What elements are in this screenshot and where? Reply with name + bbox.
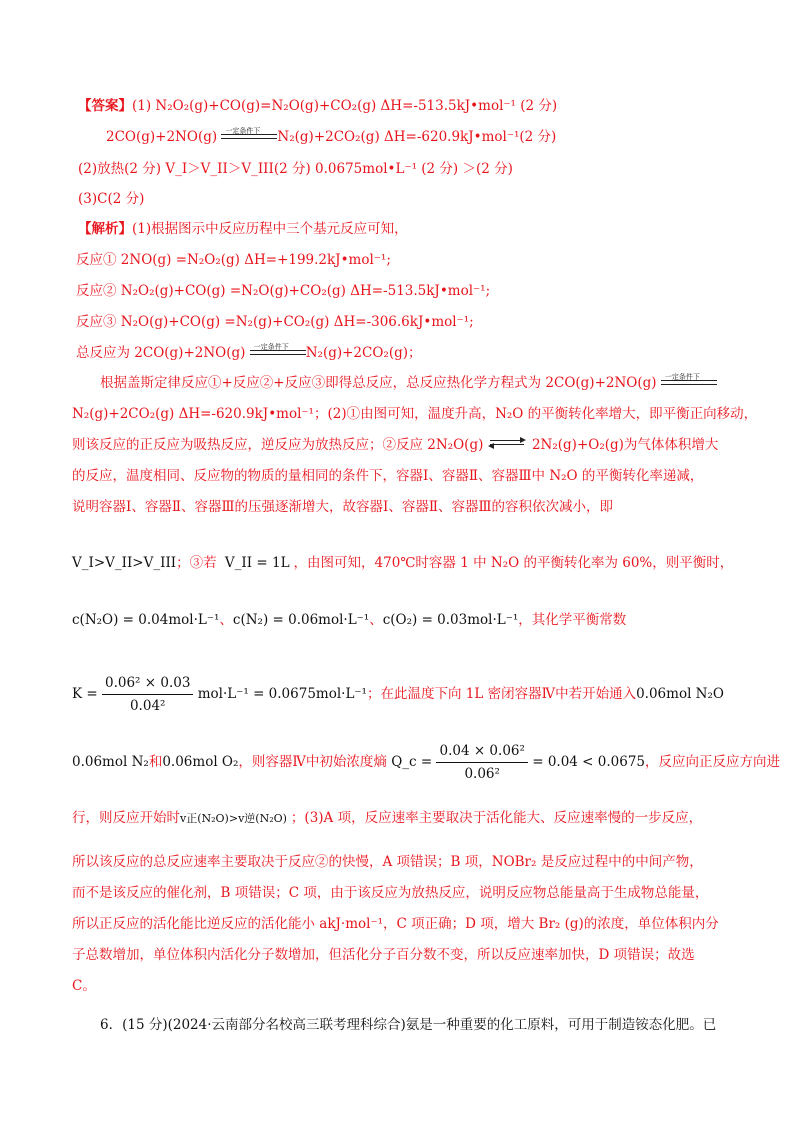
analysis-para-line-1: 根据盖斯定律反应①+反应②+反应③即得总反应，总反应热化学方程式为 2CO(g)+2NO(g) 一定条件下 [100, 373, 717, 393]
answer-eq-2-right: N₂(g)+2CO₂(g) ΔH=-620.9kJ•mol⁻¹(2 分) [277, 129, 557, 145]
reaction-2: 反应② N₂O₂(g)+CO(g) =N₂O(g)+CO₂(g) ΔH=-513.5kJ•mol⁻¹; [76, 283, 491, 299]
condition-arrow-icon: 一定条件下 [250, 345, 306, 359]
answer-tag: 【答案】 [78, 98, 132, 114]
volume-order: V_I>V_II>V_III [72, 555, 177, 571]
reaction-1: 反应① 2NO(g) =N₂O₂(g) ΔH=+199.2kJ•mol⁻¹; [76, 252, 391, 268]
quotient-line: 0.06mol N₂和0.06mol O₂，则容器Ⅳ中初始浓度熵 Q_c = $\frac{\text{0.04 × 0.06²}}{\text{0.06²}}$ = 0.04 < 0.0675，反应向正反应方向进 [72, 740, 780, 785]
analysis-para-line-11: 所以该反应的总反应速率主要取决于反应②的快慢，A 项错误；B 项，NOBr₂ 是反应过程中的中间产物， [72, 854, 703, 870]
q-fraction: $\frac{\text{0.04 × 0.06²}}{\text{0.06²}}$ [436, 740, 527, 785]
answer-line-2 [106, 127, 556, 147]
volume-ii: V_II = 1L [224, 555, 290, 571]
analysis-para-line-15: C。 [72, 978, 96, 994]
answer-eq-1: (1) N₂O₂(g)+CO(g)=N₂O(g)+CO₂(g) ΔH=-513.5kJ•mol⁻¹ (2 分) [132, 98, 558, 114]
analysis-para-line-7: c(N₂O) = 0.04mol·L⁻¹、c(N₂) = 0.06mol·L⁻¹、c(O₂) = 0.03mol·L⁻¹，其化学平衡常数 [72, 612, 627, 628]
reaction-3: 反应③ N₂O(g)+CO(g) =N₂(g)+CO₂(g) ΔH=-306.6kJ•mol⁻¹; [76, 314, 474, 330]
analysis-tag: 【解析】 [78, 221, 132, 237]
k-fraction: $\frac{\text{0.06² × 0.03}}{\text{0.04²}}$ [102, 672, 193, 717]
analysis-para-line-10: 行，则反应开始时v正(N₂O)>v逆(N₂O) ；(3)A 项，反应速率主要取决于活化能大、反应速率慢的一步反应， [72, 810, 703, 826]
equilibrium-constant-line: K = $\frac{\text{0.06² × 0.03}}{\text{0.04²}}$ mol·L⁻¹ = 0.0675mol·L⁻¹；在此温度下向 1L 密闭容器Ⅳ中若开始通入0.06mol N₂O [72, 672, 724, 717]
total-reaction: 总反应为 2CO(g)+2NO(g) 一定条件下 N₂(g)+2CO₂(g)； [76, 343, 422, 361]
condition-arrow-icon: 一定条件下 [661, 375, 717, 389]
condition-arrow-icon: 一定条件下 [221, 129, 277, 143]
analysis-para-line-3: 则该反应的正反应为吸热反应，逆反应为放热反应；②反应 2N₂O(g) 2N₂(g)+O₂(g)为气体体积增大 [72, 437, 719, 453]
answer-line-1 [78, 96, 557, 116]
analysis-line-1: 【解析】(1)根据图示中反应历程中三个基元反应可知， [78, 221, 408, 237]
analysis-para-line-2: N₂(g)+2CO₂(g) ΔH=-620.9kJ•mol⁻¹；(2)①由图可知，温度升高，N₂O 的平衡转化率增大，即平衡正向移动， [72, 406, 758, 422]
equilibrium-arrow-icon [488, 437, 528, 449]
analysis-para-line-14: 子总数增加，单位体积内活化分子数增加，但活化分子百分数不变，所以反应速率加快，D 项错误；故选 [72, 947, 695, 963]
analysis-para-line-6: V_I>V_II>V_III；③若 V_II = 1L ，由图可知，470℃时容器 1 中 N₂O 的平衡转化率为 60%，则平衡时， [72, 555, 734, 571]
analysis-para-line-12: 而不是该反应的催化剂，B 项错误；C 项，由于该反应为放热反应，说明反应物总能量高于生成物总能量， [72, 885, 709, 901]
analysis-para-line-4: 的反应，温度相同、反应物的物质的量相同的条件下，容器Ⅰ、容器Ⅱ、容器Ⅲ中 N₂O 的平衡转化率递减， [72, 468, 704, 484]
question-6: 6．(15 分)(2024·云南部分名校高三联考理科综合)氨是一种重要的化工原料，可用于制造铵态化肥。已 [100, 1017, 717, 1033]
analysis-para-line-5: 说明容器Ⅰ、容器Ⅱ、容器Ⅲ的压强逐渐增大，故容器Ⅰ、容器Ⅱ、容器Ⅲ的容积依次减小，即 [72, 499, 614, 515]
answer-line-4: (3)C(2 分) [78, 191, 145, 207]
answer-line-3: (2)放热(2 分) V_I＞V_II＞V_III(2 分) 0.0675mol•L⁻¹ (2 分) ＞(2 分) [78, 161, 513, 177]
answer-eq-2-left: 2CO(g)+2NO(g) [106, 129, 218, 145]
analysis-para-line-13: 所以正反应的活化能比逆反应的活化能小 akJ·mol⁻¹，C 项正确；D 项，增大 Br₂ (g)的浓度，单位体积内分 [72, 916, 719, 932]
